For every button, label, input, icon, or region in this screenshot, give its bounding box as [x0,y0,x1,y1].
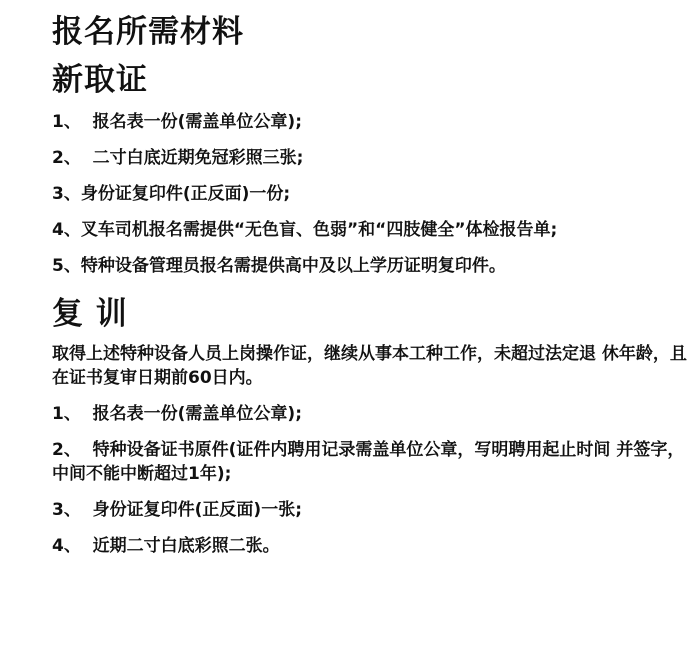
document-page [52,8,690,570]
retrain-intro-paragraph: 取得上述特种设备人员上岗操作证，继续从事本工种工作，未超过法定退 休年龄，且在证书复审日期前60日内。 [52,344,687,388]
list-item: 1、 报名表一份(需盖单位公章); [52,404,303,424]
section-heading-new-cert: 新取证 [52,62,148,98]
list-item: 1、 报名表一份(需盖单位公章); [52,112,303,132]
list-item: 3、 身份证复印件(正反面)一张; [52,500,303,520]
document-title: 报名所需材料 [52,14,244,50]
list-item: 4、叉车司机报名需提供“无色盲、色弱”和“四肢健全”体检报告单; [52,220,558,240]
list-item: 4、 近期二寸白底彩照二张。 [52,536,280,556]
list-item: 5、特种设备管理员报名需提供高中及以上学历证明复印件。 [52,256,506,276]
section-heading-retrain: 复 训 [52,296,128,332]
list-item: 2、 特种设备证书原件(证件内聘用记录需盖单位公章，写明聘用起止时间 并签字，中间不能中断超过1年); [52,440,685,484]
list-item: 2、 二寸白底近期免冠彩照三张; [52,148,304,168]
list-item: 3、身份证复印件(正反面)一份; [52,184,291,204]
